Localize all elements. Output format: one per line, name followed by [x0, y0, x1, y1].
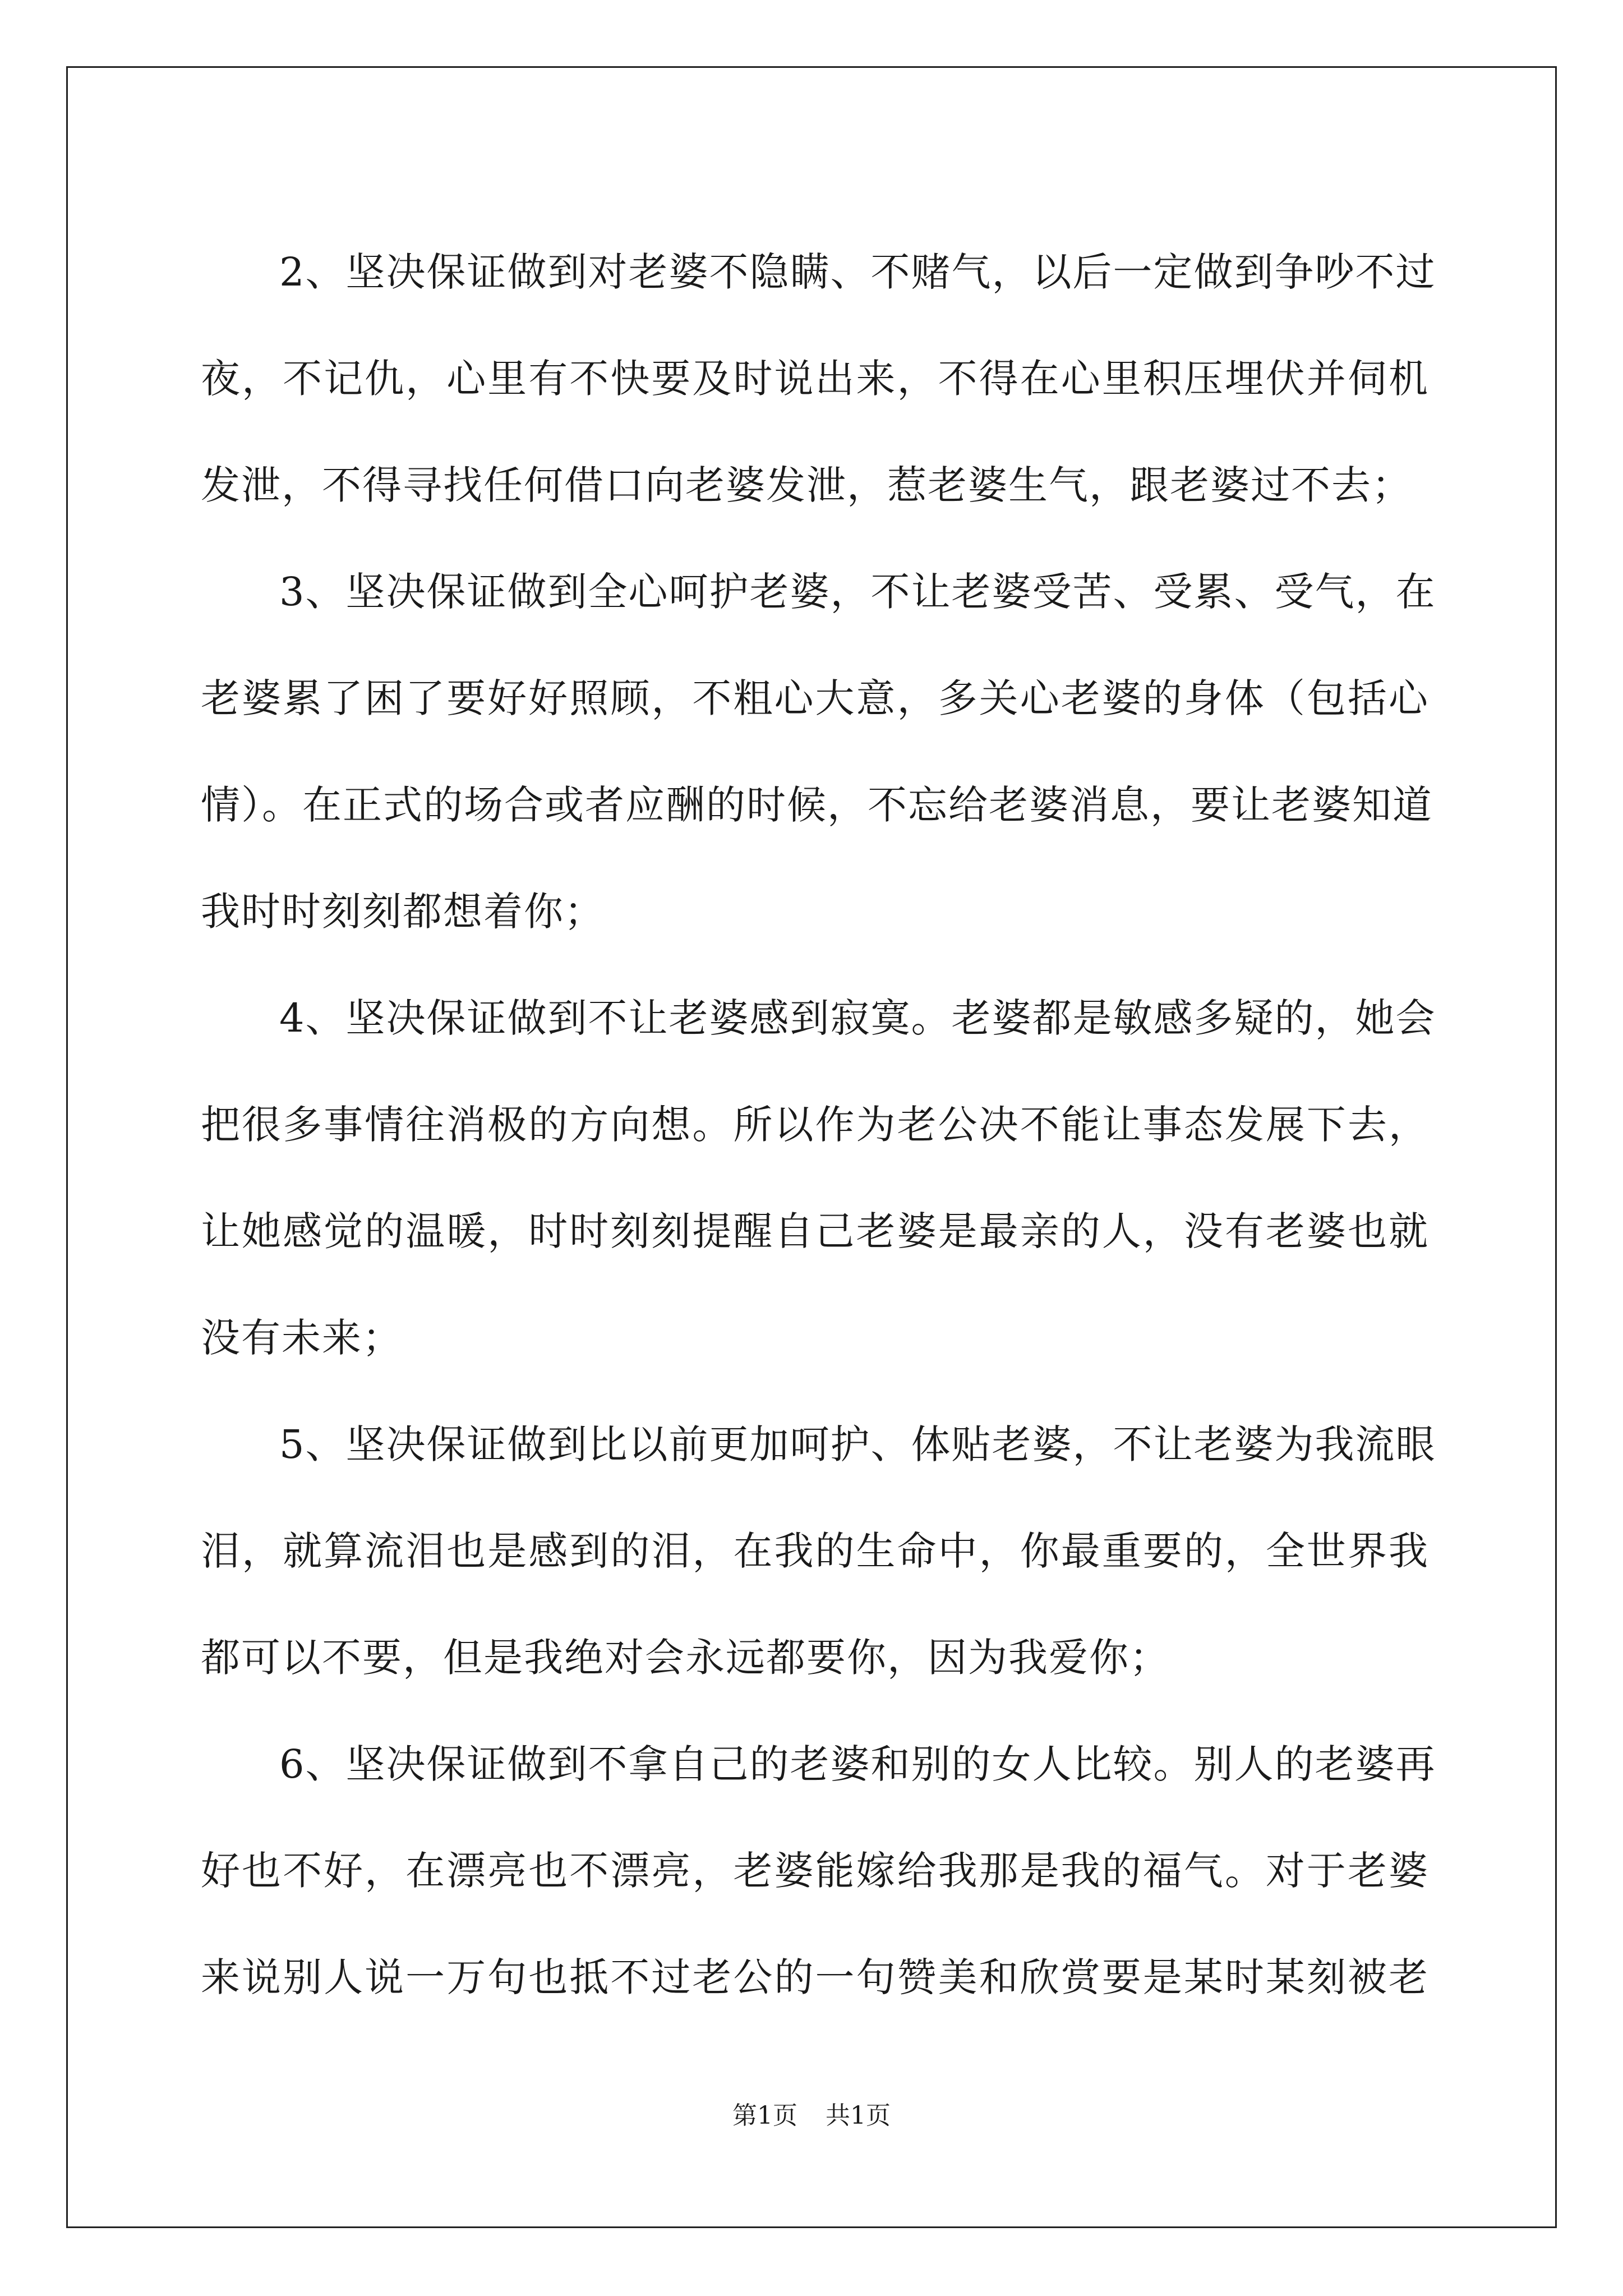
page-footer — [0, 2099, 1623, 2133]
text-line: 发泄，不得寻找任何借口向老婆发泄，惹老婆生气，跟老婆过不去； — [201, 462, 1412, 508]
paragraph-4 — [201, 965, 1436, 1391]
paragraph-6 — [201, 1711, 1436, 2031]
text-line: 5、坚决保证做到比以前更加呵护、体贴老婆，不让老婆为我流眼 — [279, 1421, 1436, 1467]
text-line: 3、坚决保证做到全心呵护老婆，不让老婆受苦、受累、受气，在 — [279, 569, 1436, 615]
text-line: 没有未来； — [201, 1315, 403, 1361]
text-line: 把很多事情往消极的方向想。所以作为老公决不能让事态发展下去， — [201, 1102, 1429, 1148]
paragraph-3 — [201, 539, 1436, 965]
paragraph-5 — [201, 1391, 1436, 1711]
text-line: 泪，就算流泪也是感到的泪，在我的生命中，你最重要的，全世界我 — [201, 1528, 1429, 1574]
document-body — [201, 219, 1436, 2031]
paragraph-2 — [201, 219, 1436, 539]
page-number: 第1页 — [732, 2101, 797, 2130]
text-line: 6、坚决保证做到不拿自己的老婆和别的女人比较。别人的老婆再 — [279, 1741, 1436, 1787]
text-line: 4、坚决保证做到不让老婆感到寂寞。老婆都是敏感多疑的，她会 — [279, 995, 1436, 1041]
text-line: 让她感觉的温暖，时时刻刻提醒自己老婆是最亲的人，没有老婆也就 — [201, 1208, 1429, 1254]
text-line: 情）。在正式的场合或者应酬的时候，不忘给老婆消息，要让老婆知道 — [201, 782, 1433, 828]
text-line: 都可以不要，但是我绝对会永远都要你，因为我爱你； — [201, 1635, 1170, 1681]
text-line: 我时时刻刻都想着你； — [201, 889, 605, 935]
text-line: 夜，不记仇，心里有不快要及时说出来，不得在心里积压埋伏并伺机 — [201, 356, 1429, 402]
text-line: 好也不好，在漂亮也不漂亮，老婆能嫁给我那是我的福气。对于老婆 — [201, 1848, 1429, 1894]
page-total: 共1页 — [826, 2101, 891, 2130]
text-line: 来说别人说一万句也抵不过老公的一句赞美和欣赏要是某时某刻被老 — [201, 1954, 1429, 2000]
text-line: 老婆累了困了要好好照顾，不粗心大意，多关心老婆的身体（包括心 — [201, 675, 1429, 721]
text-line: 2、坚决保证做到对老婆不隐瞒、不赌气，以后一定做到争吵不过 — [279, 249, 1436, 295]
